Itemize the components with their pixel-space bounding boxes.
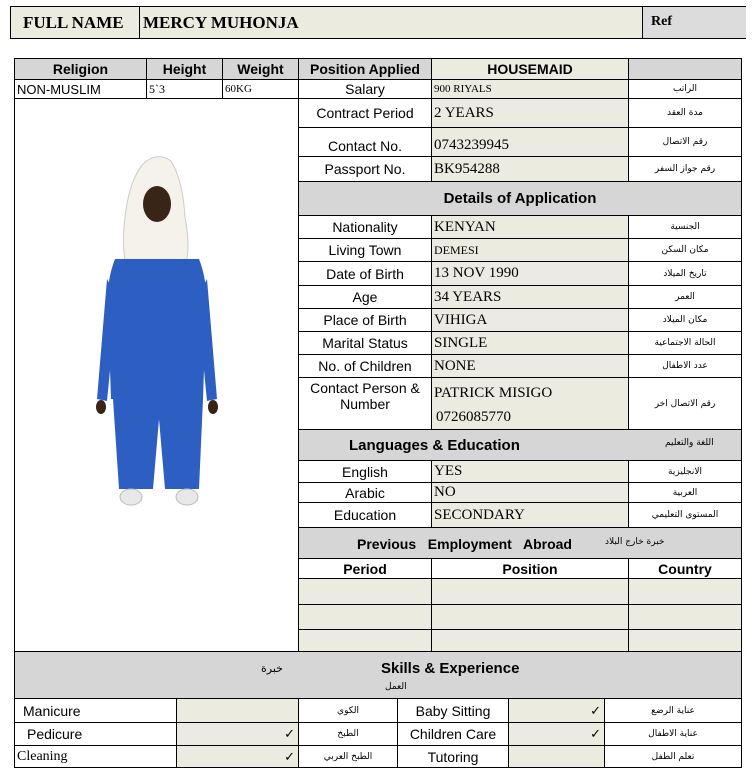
contact-person-label-line2: Number — [340, 396, 390, 412]
full-name-label: FULL NAME — [23, 13, 124, 32]
skill-right-label: Baby Sitting — [397, 698, 509, 723]
contact-person-name: PATRICK MISIGO — [434, 385, 553, 401]
skill-right-check: ✓ — [508, 722, 605, 746]
country-header: Country — [628, 558, 742, 579]
employment-country-cell — [628, 578, 742, 605]
details-row-label: Nationality — [298, 215, 432, 239]
skill-right-label: Children Care — [397, 722, 509, 746]
contact-person-label — [298, 377, 432, 430]
skill-left-ar: الطبخ العربي — [298, 745, 398, 768]
skill-left-check: ✓ — [176, 745, 299, 768]
skill-left-label: Cleaning — [14, 745, 177, 768]
skill-right-label: Tutoring — [397, 745, 509, 768]
skill-right-check — [508, 745, 605, 768]
skill-right-check: ✓ — [508, 698, 605, 723]
employment-position-cell — [431, 578, 629, 605]
salary-label: Salary — [298, 79, 432, 99]
contract-period-value: 2 YEARS — [431, 98, 629, 128]
details-title: Details of Application — [298, 181, 742, 216]
employment-position-cell — [431, 629, 629, 652]
employment-title-ar: خبرة خارج البلاد — [605, 537, 665, 547]
contract-period-label: Contract Period — [298, 98, 432, 128]
photo-panel — [14, 98, 299, 652]
contact-person-value — [431, 377, 629, 430]
employment-country-cell — [628, 604, 742, 631]
language-row-label: Education — [298, 502, 432, 528]
languages-title — [298, 429, 742, 461]
skill-left-label: Manicure — [14, 698, 177, 723]
full-name-value: MERCY MUHONJA — [143, 13, 299, 32]
details-row-value: VIHIGA — [431, 308, 629, 332]
contract-period-ar: مدة العقد — [628, 98, 742, 128]
details-row-ar: الحالة الاجتماعية — [628, 331, 742, 355]
position-applied-value: HOUSEMAID — [431, 58, 629, 80]
skills-title-text: Skills & Experience — [381, 660, 520, 677]
language-row-value: NO — [431, 482, 629, 503]
religion-header: Religion — [14, 58, 147, 80]
details-row-ar: عدد الاطفال — [628, 354, 742, 378]
skills-title-ar-left: خبرة — [261, 662, 283, 675]
details-row-value: NONE — [431, 354, 629, 378]
position-header: Position — [431, 558, 629, 579]
language-row-ar: الانجليزية — [628, 460, 742, 483]
skill-left-check: ✓ — [176, 722, 299, 746]
language-row-label: English — [298, 460, 432, 483]
employment-period-cell — [298, 578, 432, 605]
skill-right-ar: عناية الاطفال — [604, 722, 742, 746]
height-header: Height — [146, 58, 223, 80]
position-applied-header: Position Applied — [298, 58, 432, 80]
contact-no-ar: رقم الاتصال — [628, 127, 742, 157]
languages-title-ar: اللغة والتعليم — [665, 438, 714, 448]
contact-no-value: 0743239945 — [431, 127, 629, 157]
details-row-label: Date of Birth — [298, 261, 432, 286]
position-ar-cell — [628, 58, 742, 80]
employment-period-cell — [298, 629, 432, 652]
details-row-value: 13 NOV 1990 — [431, 261, 629, 286]
skill-left-check — [176, 698, 299, 723]
skill-right-ar: تعلم الطفل — [604, 745, 742, 768]
employment-country-cell — [628, 629, 742, 652]
details-row-value: KENYAN — [431, 215, 629, 239]
weight-value: 60KG — [222, 79, 299, 99]
details-row-label: Place of Birth — [298, 308, 432, 332]
employment-title-text: Previous Employment Abroad — [357, 536, 572, 552]
employment-position-cell — [431, 604, 629, 631]
details-row-ar: العمر — [628, 285, 742, 309]
applicant-photo — [15, 99, 298, 651]
details-row-label: Marital Status — [298, 331, 432, 355]
skill-left-ar: الطبخ — [298, 722, 398, 746]
details-row-value: SINGLE — [431, 331, 629, 355]
language-row-value: SECONDARY — [431, 502, 629, 528]
ref-label: Ref — [651, 14, 672, 29]
divider — [139, 7, 140, 38]
full-name-header — [10, 6, 746, 39]
language-row-value: YES — [431, 460, 629, 483]
details-row-value: 34 YEARS — [431, 285, 629, 309]
skill-right-ar: عناية الرضع — [604, 698, 742, 723]
contact-person-ar: رقم الاتصال اخر — [628, 377, 742, 430]
weight-header: Weight — [222, 58, 299, 80]
employment-title — [298, 527, 742, 559]
period-header: Period — [298, 558, 432, 579]
contact-no-label: Contact No. — [298, 127, 432, 157]
passport-value: BK954288 — [431, 156, 629, 182]
salary-ar: الراتب — [628, 79, 742, 99]
employment-period-cell — [298, 604, 432, 631]
details-row-label: Living Town — [298, 238, 432, 262]
skill-left-label: Pedicure — [14, 722, 177, 746]
details-row-value: DEMESI — [431, 238, 629, 262]
passport-label: Passport No. — [298, 156, 432, 182]
skills-title-ar-below: العمل — [385, 682, 407, 692]
contact-person-label-line1: Contact Person & — [310, 380, 420, 396]
height-value: 5`3 — [146, 79, 223, 99]
passport-ar: رقم جواز السفر — [628, 156, 742, 182]
details-row-ar: مكان الميلاد — [628, 308, 742, 332]
language-row-ar: المستوى التعليمي — [628, 502, 742, 528]
salary-value: 900 RIYALS — [431, 79, 629, 99]
language-row-label: Arabic — [298, 482, 432, 503]
language-row-ar: العربية — [628, 482, 742, 503]
skills-title — [14, 651, 742, 699]
details-row-label: No. of Children — [298, 354, 432, 378]
details-row-ar: مكان السكن — [628, 238, 742, 262]
details-row-ar: الجنسية — [628, 215, 742, 239]
details-row-label: Age — [298, 285, 432, 309]
religion-value: NON-MUSLIM — [14, 79, 147, 99]
skill-left-ar: الكوي — [298, 698, 398, 723]
languages-title-text: Languages & Education — [349, 437, 520, 454]
details-row-ar: تاريخ الميلاد — [628, 261, 742, 286]
contact-person-number: 0726085770 — [436, 409, 511, 425]
